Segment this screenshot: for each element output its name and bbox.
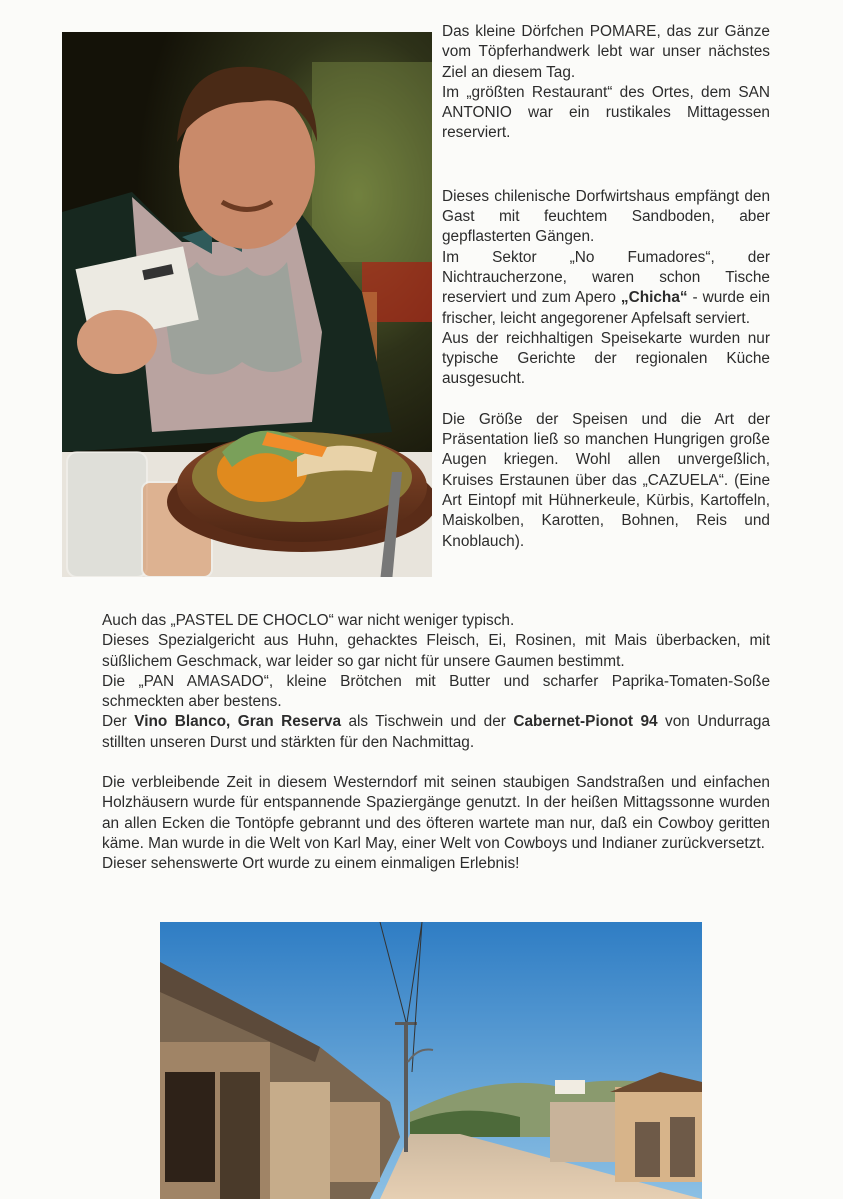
dishes-paragraph-3: Die „PAN AMASADO“, kleine Brötchen mit Butter und scharfer Paprika-Tomaten-Soße schmeckten aber bestens.	[102, 672, 770, 711]
restaurant-paragraph-4: Die Größe der Speisen und die Art der Präsentation ließ so manchen Hungrigen große Augen kriegen. Wohl allen unvergeßlich, Kruises Erstaunen über das „CAZUELA“. (Eine Art Eintopf mit Hühnerkeule, Kürbis, Kartoffeln, Maiskolben, Karotten, Bohnen, Reis und Knoblauch).	[442, 410, 770, 550]
main-text-column	[102, 611, 770, 875]
restaurant-paragraph-1: Dieses chilenische Dorfwirtshaus empfängt den Gast mit feuchtem Sandboden, aber gepflasterten Gängen.	[442, 187, 770, 246]
restaurant-photo	[62, 32, 432, 577]
restaurant-paragraph-3: Aus der reichhaltigen Speisekarte wurden nur typische Gerichte der regionalen Küche ausgesucht.	[442, 329, 770, 388]
village-paragraph-2: Dieser sehenswerte Ort wurde zu einem einmaligen Erlebnis!	[102, 855, 520, 873]
dishes-paragraph-1: Auch das „PASTEL DE CHOCLO“ war nicht weniger typisch.	[102, 612, 515, 629]
intro-paragraph-2: Im „größten Restaurant“ des Ortes, dem SAN ANTONIO war ein rustikales Mittagessen reserviert.	[442, 83, 770, 142]
village-street-photo	[160, 922, 702, 1199]
restaurant-paragraph-2: Im Sektor „No Fumadores“, der Nichtraucherzone, waren schon Tische reserviert und zum Apero „Chicha“ - wurde ein frischer, leicht angegorener Apfelsaft serviert.	[442, 248, 770, 327]
dishes-paragraph-4: Der Vino Blanco, Gran Reserva als Tischwein und der Cabernet-Pionot 94 von Undurraga stillten unseren Durst und stärkten für den Nachmittag.	[102, 713, 771, 751]
intro-column	[442, 22, 770, 552]
intro-paragraph-1: Das kleine Dörfchen POMARE, das zur Gänze vom Töpferhandwerk lebt war unser nächstes Ziel an diesem Tag.	[442, 23, 770, 81]
village-paragraph-1: Die verbleibende Zeit in diesem Westerndorf mit seinen staubigen Sandstraßen und einfachen Holzhäusern wurde für entspannende Spaziergänge genutzt. In der heißen Mittagssonne wurden an allen Ecken die Tontöpfe gebrannt und des öfteren wartete man nur, daß ein Cowboy geritten käme. Man wurde in die Welt von Karl May, einer Welt von Cowboys und Indianer zurückversetzt.	[102, 774, 770, 852]
restaurant-name: SAN ANTONIO	[442, 83, 770, 122]
place-name-pomare: POMARE	[589, 23, 657, 40]
wine-name-cabernet: Cabernet-Pionot 94	[513, 713, 658, 731]
dishes-paragraph-2: Dieses Spezialgericht aus Huhn, gehacktes Fleisch, Ei, Rosinen, mit Mais überbacken, mit süßlichem Geschmack, war leider so gar nicht für unsere Gaumen bestimmt.	[102, 632, 770, 670]
wine-name-vino-blanco: Vino Blanco, Gran Reserva	[134, 713, 342, 731]
drink-name-chicha: „Chicha“	[620, 289, 688, 307]
